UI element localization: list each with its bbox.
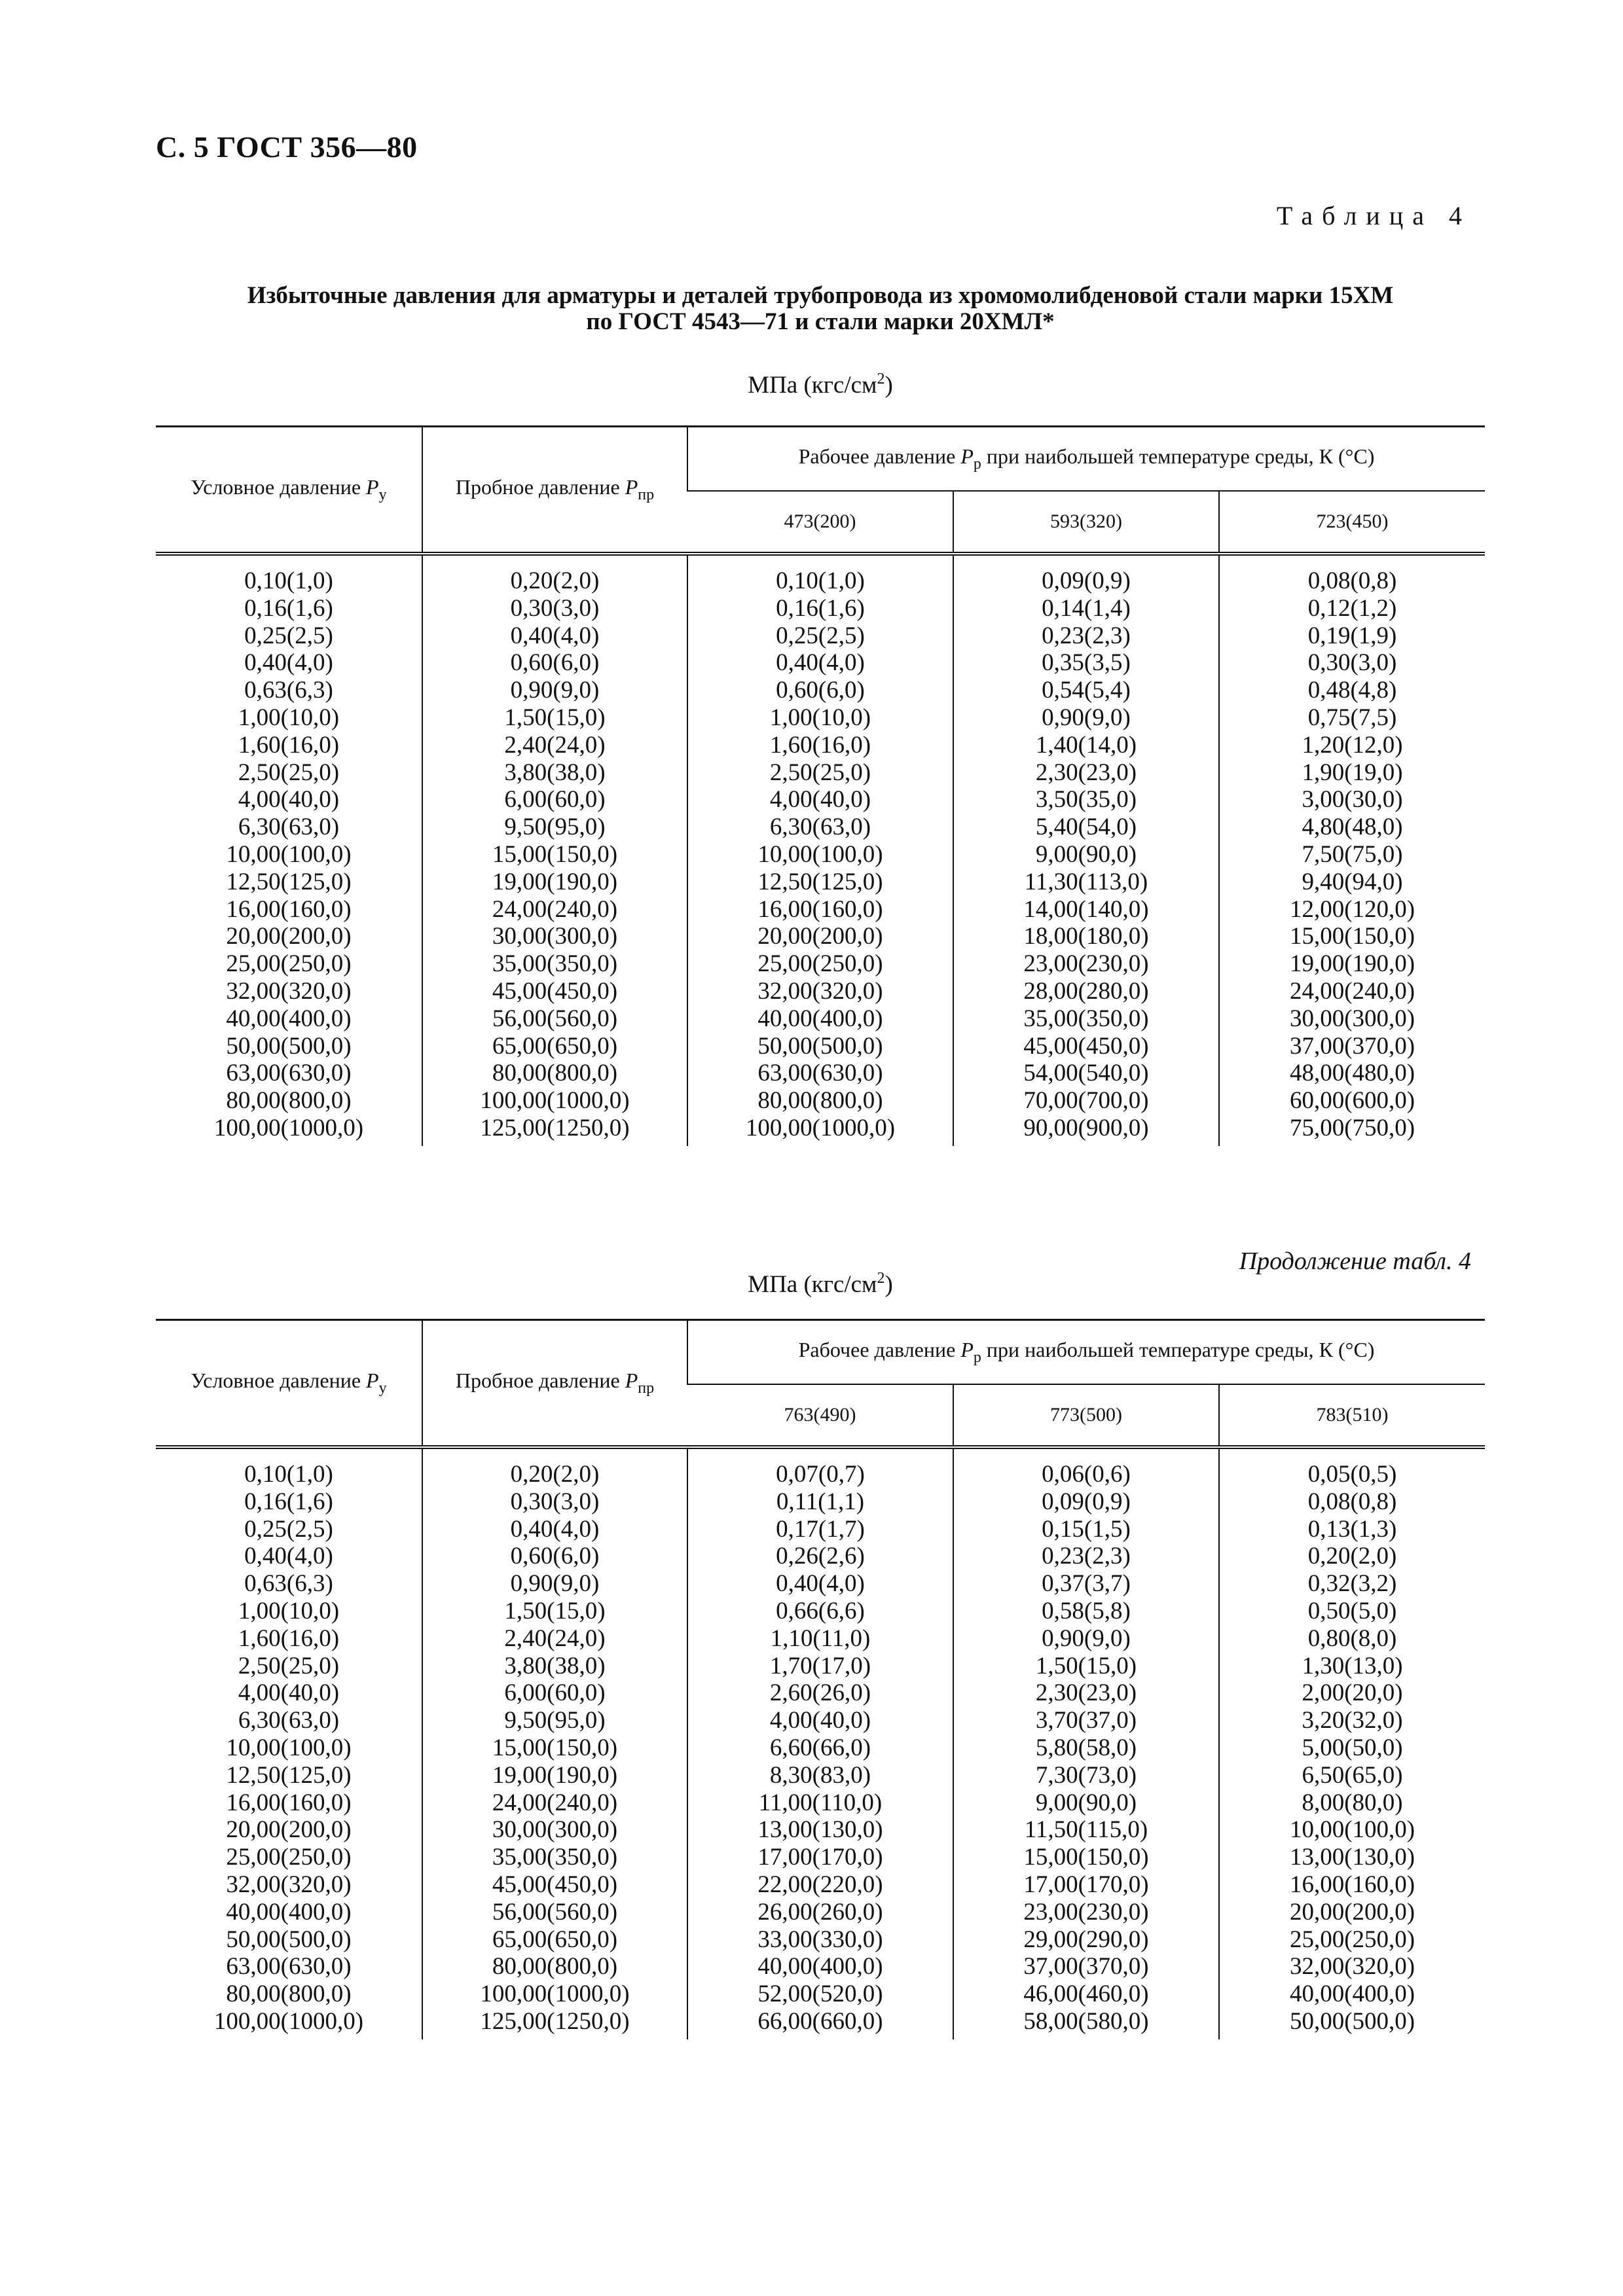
table-value: 6,50(65,0) <box>1302 1761 1403 1789</box>
table-value: 100,00(1000,0) <box>213 1114 364 1141</box>
table-cell <box>422 1447 687 2039</box>
table-value: 50,00(500,0) <box>226 1926 352 1953</box>
table-value: 25,00(250,0) <box>757 950 883 978</box>
working-pressure-list <box>1220 1449 1485 2039</box>
table-value: 25,00(250,0) <box>226 1844 352 1871</box>
table-value: 20,00(200,0) <box>757 923 883 950</box>
table-value: 58,00(580,0) <box>1023 2007 1149 2035</box>
working-pressure-list <box>688 556 953 1146</box>
col-header-temp: 723(450) <box>1219 491 1485 554</box>
table-value: 16,00(160,0) <box>757 895 883 923</box>
table-value: 0,11(1,1) <box>776 1488 865 1515</box>
col-header-temp: 773(500) <box>953 1384 1219 1447</box>
table-value: 20,00(200,0) <box>1289 1898 1415 1926</box>
col-header-working: Рабочее давление $P_р$ при наибольшей температуре среды, К (°С) <box>687 1320 1485 1385</box>
table-value: 63,00(630,0) <box>757 1060 883 1087</box>
table-value: 0,25(2,5) <box>244 1515 333 1543</box>
table-value: 0,19(1,9) <box>1307 622 1397 649</box>
table-value: 65,00(650,0) <box>492 1926 618 1953</box>
table-value: 9,50(95,0) <box>504 814 606 841</box>
table-value: 16,00(160,0) <box>226 895 352 923</box>
table-value: 0,40(4,0) <box>510 622 600 649</box>
test-pressure-list <box>423 1449 687 2039</box>
table-value: 50,00(500,0) <box>757 1032 883 1060</box>
unit-superscript: 2 <box>877 370 885 387</box>
table-value: 25,00(250,0) <box>226 950 352 978</box>
table-value: 4,80(48,0) <box>1302 814 1403 841</box>
page-header: С. 5 ГОСТ 356—80 <box>156 130 418 164</box>
table-cell <box>687 1447 953 2039</box>
table-value: 63,00(630,0) <box>226 1060 352 1087</box>
col-header-temp: 783(510) <box>1219 1384 1485 1447</box>
table-value: 9,00(90,0) <box>1035 1789 1137 1816</box>
table-value: 0,16(1,6) <box>244 594 333 622</box>
table-value: 0,90(9,0) <box>1042 1624 1131 1652</box>
table-value: 0,63(6,3) <box>244 1570 333 1598</box>
table-value: 4,00(40,0) <box>238 786 340 814</box>
table-value: 0,30(3,0) <box>510 594 600 622</box>
table-value: 0,40(4,0) <box>244 1543 333 1570</box>
table-value: 13,00(130,0) <box>757 1816 883 1844</box>
nominal-pressure-list <box>156 556 422 1146</box>
table-value: 4,00(40,0) <box>238 1679 340 1707</box>
table-value: 0,12(1,2) <box>1307 594 1397 622</box>
table-value: 100,00(1000,0) <box>480 1981 630 2008</box>
table-value: 16,00(160,0) <box>226 1789 352 1816</box>
table-value: 0,30(3,0) <box>510 1488 600 1515</box>
col-header-temp: 593(320) <box>953 491 1219 554</box>
table-value: 24,00(240,0) <box>1289 977 1415 1005</box>
table-value: 0,08(0,8) <box>1307 567 1397 594</box>
table-value: 0,25(2,5) <box>776 622 865 649</box>
nominal-pressure-list <box>156 1449 422 2039</box>
table-value: 40,00(400,0) <box>226 1005 352 1032</box>
table-value: 0,40(4,0) <box>776 649 865 677</box>
table-value: 45,00(450,0) <box>492 1871 618 1898</box>
table-value: 0,66(6,6) <box>776 1597 865 1624</box>
table-value: 4,00(40,0) <box>769 786 871 814</box>
table-value: 3,70(37,0) <box>1035 1707 1137 1734</box>
table-value: 75,00(750,0) <box>1289 1114 1415 1141</box>
table-value: 3,80(38,0) <box>504 759 606 786</box>
table-value: 1,20(12,0) <box>1302 731 1403 759</box>
table-value: 0,60(6,0) <box>510 1543 600 1570</box>
table-value: 7,30(73,0) <box>1035 1761 1137 1789</box>
table-cell <box>156 1447 422 2039</box>
table-value: 11,30(113,0) <box>1024 868 1148 895</box>
table-value: 12,50(125,0) <box>226 868 352 895</box>
table-cell <box>953 1447 1219 2039</box>
table-value: 0,60(6,0) <box>776 677 865 704</box>
table-value: 23,00(230,0) <box>1023 1898 1149 1926</box>
table-value: 0,17(1,7) <box>776 1515 865 1543</box>
table-value: 6,30(63,0) <box>238 814 340 841</box>
table-label: Таблица 4 <box>1276 201 1471 230</box>
table-value: 10,00(100,0) <box>226 840 352 868</box>
table-value: 17,00(170,0) <box>757 1844 883 1871</box>
table-value: 40,00(400,0) <box>757 1005 883 1032</box>
table-value: 0,10(1,0) <box>776 567 865 594</box>
table-value: 1,50(15,0) <box>504 704 606 731</box>
table-value: 1,50(15,0) <box>1035 1652 1137 1679</box>
col-header-nominal: Условное давление $P_у$ <box>156 1320 422 1448</box>
table-value: 1,90(19,0) <box>1302 759 1403 786</box>
table-value: 0,10(1,0) <box>244 1461 333 1488</box>
table-value: 33,00(330,0) <box>757 1926 883 1953</box>
table-value: 0,90(9,0) <box>510 677 600 704</box>
table-value: 8,30(83,0) <box>769 1761 871 1789</box>
table-value: 60,00(600,0) <box>1289 1087 1415 1115</box>
table-value: 5,00(50,0) <box>1302 1734 1403 1761</box>
table-value: 0,40(4,0) <box>776 1570 865 1598</box>
table-value: 0,48(4,8) <box>1307 677 1397 704</box>
table-value: 20,00(200,0) <box>226 923 352 950</box>
table-value: 56,00(560,0) <box>492 1005 618 1032</box>
col-header-nominal: Условное давление $P_у$ <box>156 427 422 554</box>
table-value: 10,00(100,0) <box>1289 1816 1415 1844</box>
table-value: 40,00(400,0) <box>1289 1981 1415 2008</box>
table-value: 2,40(24,0) <box>504 1624 606 1652</box>
table-value: 0,16(1,6) <box>244 1488 333 1515</box>
table-value: 0,06(0,6) <box>1042 1461 1131 1488</box>
table-value: 25,00(250,0) <box>1289 1926 1415 1953</box>
table-value: 26,00(260,0) <box>757 1898 883 1926</box>
table-value: 37,00(370,0) <box>1023 1953 1149 1981</box>
table-value: 12,50(125,0) <box>226 1761 352 1789</box>
table-cell <box>1219 554 1485 1146</box>
table-value: 29,00(290,0) <box>1023 1926 1149 1953</box>
table-value: 48,00(480,0) <box>1289 1060 1415 1087</box>
table-value: 0,40(4,0) <box>244 649 333 677</box>
table-value: 0,75(7,5) <box>1307 704 1397 731</box>
table-value: 30,00(300,0) <box>1289 1005 1415 1032</box>
table-value: 2,40(24,0) <box>504 731 606 759</box>
table-title <box>156 283 1485 335</box>
table-value: 16,00(160,0) <box>1289 1871 1415 1898</box>
table-value: 0,14(1,4) <box>1042 594 1131 622</box>
table-value: 20,00(200,0) <box>226 1816 352 1844</box>
table-value: 10,00(100,0) <box>757 840 883 868</box>
table-value: 3,00(30,0) <box>1302 786 1403 814</box>
table-value: 19,00(190,0) <box>492 868 618 895</box>
table-value: 32,00(320,0) <box>226 1871 352 1898</box>
table-value: 37,00(370,0) <box>1289 1032 1415 1060</box>
table-value: 0,05(0,5) <box>1307 1461 1397 1488</box>
table-value: 6,30(63,0) <box>769 814 871 841</box>
table-value: 0,23(2,3) <box>1042 622 1131 649</box>
table-value: 17,00(170,0) <box>1023 1871 1149 1898</box>
table-value: 0,08(0,8) <box>1307 1488 1397 1515</box>
table-value: 125,00(1250,0) <box>480 2007 630 2035</box>
table-value: 0,60(6,0) <box>510 649 600 677</box>
table-value: 9,00(90,0) <box>1035 840 1137 868</box>
table-value: 12,00(120,0) <box>1289 895 1415 923</box>
table-value: 80,00(800,0) <box>492 1060 618 1087</box>
unit-base: МПа (кгс/см <box>748 372 877 399</box>
table-value: 3,50(35,0) <box>1035 786 1137 814</box>
pressure-table-2 <box>156 1319 1485 2039</box>
table-value: 80,00(800,0) <box>226 1981 352 2008</box>
table-value: 1,60(16,0) <box>238 1624 340 1652</box>
table-value: 30,00(300,0) <box>492 923 618 950</box>
table-cell <box>687 554 953 1146</box>
table-value: 0,20(2,0) <box>1307 1543 1397 1570</box>
table-value: 0,10(1,0) <box>244 567 333 594</box>
table-value: 40,00(400,0) <box>757 1953 883 1981</box>
table-value: 32,00(320,0) <box>757 977 883 1005</box>
table-value: 6,60(66,0) <box>769 1734 871 1761</box>
table-value: 32,00(320,0) <box>1289 1953 1415 1981</box>
table-value: 66,00(660,0) <box>757 2007 883 2035</box>
table-value: 15,00(150,0) <box>492 1734 618 1761</box>
table-value: 5,40(54,0) <box>1035 814 1137 841</box>
unit-close: ) <box>884 372 893 399</box>
table-value: 10,00(100,0) <box>226 1734 352 1761</box>
table-value: 125,00(1250,0) <box>480 1114 630 1141</box>
working-pressure-list <box>954 1449 1218 2039</box>
table-value: 0,50(5,0) <box>1307 1597 1397 1624</box>
table-value: 0,25(2,5) <box>244 622 333 649</box>
table-cell <box>953 554 1219 1146</box>
table-cell <box>422 554 687 1146</box>
table-value: 65,00(650,0) <box>492 1032 618 1060</box>
table-value: 0,13(1,3) <box>1307 1515 1397 1543</box>
table-value: 1,00(10,0) <box>238 704 340 731</box>
table-value: 100,00(1000,0) <box>213 2007 364 2035</box>
table-value: 0,15(1,5) <box>1042 1515 1131 1543</box>
unit-base: МПа (кгс/см <box>748 1271 877 1298</box>
unit-label <box>156 1270 1485 1299</box>
table-value: 13,00(130,0) <box>1289 1844 1415 1871</box>
table-value: 50,00(500,0) <box>1289 2007 1415 2035</box>
table-value: 24,00(240,0) <box>492 1789 618 1816</box>
continuation-label: Продолжение табл. 4 <box>1239 1247 1471 1275</box>
table-value: 40,00(400,0) <box>226 1898 352 1926</box>
table-value: 0,09(0,9) <box>1042 1488 1131 1515</box>
table-value: 0,30(3,0) <box>1307 649 1397 677</box>
table-value: 19,00(190,0) <box>492 1761 618 1789</box>
table-value: 56,00(560,0) <box>492 1898 618 1926</box>
table-value: 0,80(8,0) <box>1307 1624 1397 1652</box>
table-value: 1,30(13,0) <box>1302 1652 1403 1679</box>
table-cell <box>1219 1447 1485 2039</box>
table-value: 6,00(60,0) <box>504 786 606 814</box>
table-value: 6,00(60,0) <box>504 1679 606 1707</box>
table-value: 100,00(1000,0) <box>480 1087 630 1115</box>
table-value: 2,30(23,0) <box>1035 759 1137 786</box>
table-value: 5,80(58,0) <box>1035 1734 1137 1761</box>
col-header-test: Пробное давление $P_{пр}$ <box>422 427 687 554</box>
table-value: 0,37(3,7) <box>1042 1570 1131 1598</box>
table-value: 0,23(2,3) <box>1042 1543 1131 1570</box>
table-value: 70,00(700,0) <box>1023 1087 1149 1115</box>
table-value: 0,20(2,0) <box>510 1461 600 1488</box>
table-value: 35,00(350,0) <box>1023 1005 1149 1032</box>
table-value: 80,00(800,0) <box>492 1953 618 1981</box>
table-value: 50,00(500,0) <box>226 1032 352 1060</box>
table-value: 1,00(10,0) <box>769 704 871 731</box>
table-value: 9,40(94,0) <box>1302 868 1403 895</box>
table-value: 35,00(350,0) <box>492 1844 618 1871</box>
col-header-temp: 763(490) <box>687 1384 953 1447</box>
table-value: 2,00(20,0) <box>1302 1679 1403 1707</box>
table-value: 2,50(25,0) <box>238 759 340 786</box>
table-value: 8,00(80,0) <box>1302 1789 1403 1816</box>
table-title-line-2: по ГОСТ 4543—71 и стали марки 20ХМЛ* <box>586 308 1055 335</box>
table-value: 0,35(3,5) <box>1042 649 1131 677</box>
table-value: 0,20(2,0) <box>510 567 600 594</box>
table-value: 12,50(125,0) <box>757 868 883 895</box>
col-header-temp: 473(200) <box>687 491 953 554</box>
table-value: 14,00(140,0) <box>1023 895 1149 923</box>
table-value: 1,60(16,0) <box>238 731 340 759</box>
table-value: 1,70(17,0) <box>769 1652 871 1679</box>
table-value: 1,10(11,0) <box>770 1624 871 1652</box>
table-value: 52,00(520,0) <box>757 1981 883 2008</box>
working-pressure-list <box>688 1449 953 2039</box>
table-value: 0,54(5,4) <box>1042 677 1131 704</box>
table-value: 2,30(23,0) <box>1035 1679 1137 1707</box>
table-value: 0,16(1,6) <box>776 594 865 622</box>
table-value: 32,00(320,0) <box>226 977 352 1005</box>
test-pressure-list <box>423 556 687 1146</box>
table-cell <box>156 554 422 1146</box>
table-value: 15,00(150,0) <box>492 840 618 868</box>
table-value: 15,00(150,0) <box>1289 923 1415 950</box>
table-value: 45,00(450,0) <box>492 977 618 1005</box>
table-value: 0,09(0,9) <box>1042 567 1131 594</box>
unit-superscript: 2 <box>877 1270 885 1287</box>
table-value: 0,26(2,6) <box>776 1543 865 1570</box>
table-value: 0,63(6,3) <box>244 677 333 704</box>
table-value: 28,00(280,0) <box>1023 977 1149 1005</box>
table-value: 0,90(9,0) <box>1042 704 1131 731</box>
table-value: 22,00(220,0) <box>757 1871 883 1898</box>
table-value: 11,00(110,0) <box>758 1789 883 1816</box>
table-value: 0,58(5,8) <box>1042 1597 1131 1624</box>
table-value: 6,30(63,0) <box>238 1707 340 1734</box>
table-value: 2,50(25,0) <box>238 1652 340 1679</box>
table-value: 46,00(460,0) <box>1023 1981 1149 2008</box>
table-value: 0,32(3,2) <box>1307 1570 1397 1598</box>
table-value: 24,00(240,0) <box>492 895 618 923</box>
table-title-line-1: Избыточные давления для арматуры и деталей трубопровода из хромомолибденовой стали марки 15ХМ <box>247 282 1394 309</box>
unit-close: ) <box>884 1271 893 1298</box>
col-header-working: Рабочее давление $P_р$ при наибольшей температуре среды, К (°С) <box>687 427 1485 492</box>
table-value: 100,00(1000,0) <box>745 1114 896 1141</box>
table-value: 1,00(10,0) <box>238 1597 340 1624</box>
table-value: 90,00(900,0) <box>1023 1114 1149 1141</box>
table-value: 1,50(15,0) <box>504 1597 606 1624</box>
table-value: 23,00(230,0) <box>1023 950 1149 978</box>
table-value: 3,20(32,0) <box>1302 1707 1403 1734</box>
table-value: 9,50(95,0) <box>504 1707 606 1734</box>
table-value: 63,00(630,0) <box>226 1953 352 1981</box>
table-value: 7,50(75,0) <box>1302 840 1403 868</box>
table-value: 0,40(4,0) <box>510 1515 600 1543</box>
table-value: 80,00(800,0) <box>757 1087 883 1115</box>
table-value: 54,00(540,0) <box>1023 1060 1149 1087</box>
table-value: 4,00(40,0) <box>769 1707 871 1734</box>
col-header-test: Пробное давление $P_{пр}$ <box>422 1320 687 1448</box>
table-value: 0,90(9,0) <box>510 1570 600 1598</box>
table-value: 3,80(38,0) <box>504 1652 606 1679</box>
table-value: 1,60(16,0) <box>769 731 871 759</box>
table-value: 11,50(115,0) <box>1024 1816 1148 1844</box>
table-value: 18,00(180,0) <box>1023 923 1149 950</box>
pressure-table-1 <box>156 425 1485 1146</box>
working-pressure-list <box>1220 556 1485 1146</box>
working-pressure-list <box>954 556 1218 1146</box>
unit-label <box>156 370 1485 399</box>
table-value: 2,60(26,0) <box>769 1679 871 1707</box>
table-value: 45,00(450,0) <box>1023 1032 1149 1060</box>
table-value: 2,50(25,0) <box>769 759 871 786</box>
table-value: 0,07(0,7) <box>776 1461 865 1488</box>
table-value: 19,00(190,0) <box>1289 950 1415 978</box>
table-value: 15,00(150,0) <box>1023 1844 1149 1871</box>
table-value: 1,40(14,0) <box>1035 731 1137 759</box>
table-value: 30,00(300,0) <box>492 1816 618 1844</box>
table-value: 35,00(350,0) <box>492 950 618 978</box>
table-value: 80,00(800,0) <box>226 1087 352 1115</box>
